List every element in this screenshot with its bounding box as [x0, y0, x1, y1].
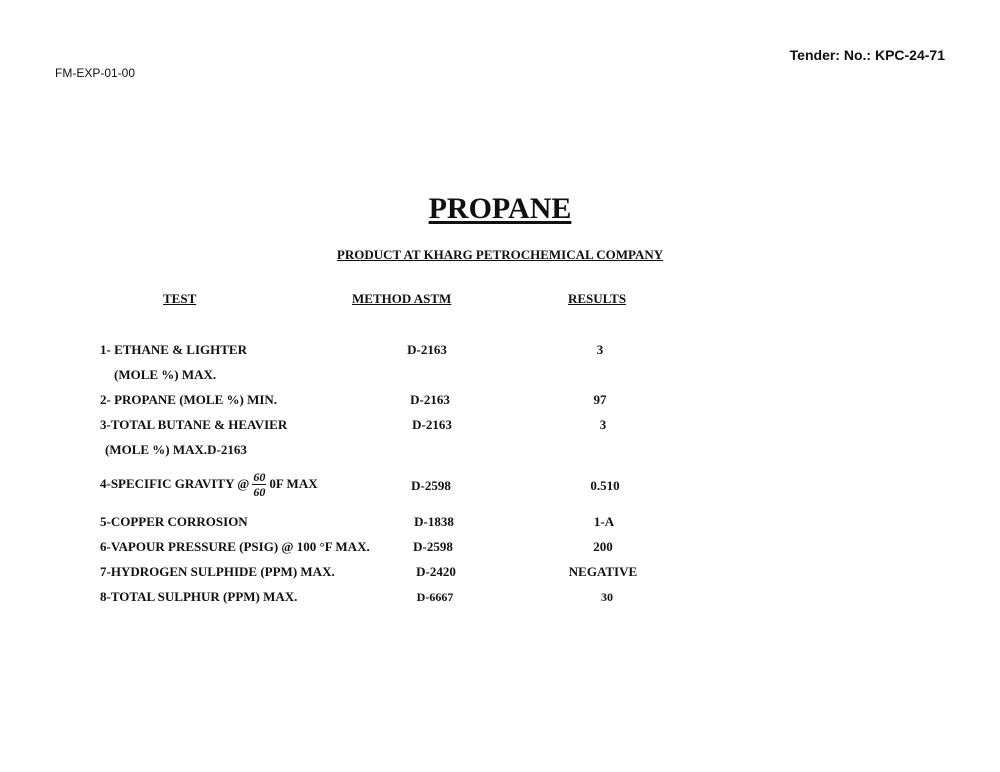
column-header-test: TEST: [163, 291, 197, 306]
method-value: D-2163: [407, 342, 447, 357]
method-value: D-2163: [410, 392, 450, 407]
page-title: PROPANE: [428, 192, 572, 225]
method-value: D-2420: [416, 564, 456, 579]
fraction-denominator: 60: [253, 484, 266, 499]
method-value: D-6667: [416, 590, 454, 604]
method-value: D-2598: [413, 539, 453, 554]
result-value: 3: [596, 342, 604, 357]
test-label: 5-COPPER CORROSION: [100, 514, 248, 529]
test-label: 2- PROPANE (MOLE %) MIN.: [100, 392, 278, 407]
method-value: D-1838: [414, 514, 454, 529]
test-label-specific-gravity: [100, 466, 318, 502]
test-label: 8-TOTAL SULPHUR (PPM) MAX.: [100, 589, 298, 604]
result-value: 30: [601, 590, 613, 604]
test-label-continuation: (MOLE %) MAX.D-2163: [105, 442, 247, 457]
page-subtitle: PRODUCT AT KHARG PETROCHEMICAL COMPANY: [336, 247, 664, 262]
test-label-continuation: (MOLE %) MAX.: [114, 367, 217, 382]
result-value: 1-A: [593, 514, 615, 529]
form-code: FM-EXP-01-00: [55, 66, 136, 80]
test-label: 4-SPECIFIC GRAVITY @: [100, 476, 250, 491]
column-header-method: METHOD ASTM: [352, 291, 452, 306]
test-label: 1- ETHANE & LIGHTER: [100, 342, 247, 357]
result-value: NEGATIVE: [568, 564, 638, 579]
test-label: 3-TOTAL BUTANE & HEAVIER: [100, 417, 288, 432]
result-value: 97: [593, 392, 607, 407]
fraction-60-60: [252, 470, 266, 499]
result-value: 0.510: [590, 478, 620, 493]
test-label: 7-HYDROGEN SULPHIDE (PPM) MAX.: [100, 564, 335, 579]
method-value: D-2163: [412, 417, 452, 432]
result-value: 200: [593, 539, 613, 554]
method-value: D-2598: [411, 478, 451, 493]
result-value: 3: [599, 417, 607, 432]
column-header-results: RESULTS: [568, 291, 627, 306]
test-label: 6-VAPOUR PRESSURE (PSIG) @ 100 °F MAX.: [100, 539, 370, 554]
tender-number: Tender: No.: KPC-24-71: [789, 47, 945, 63]
fraction-numerator: 60: [253, 469, 266, 484]
test-label-suffix: 0F MAX: [269, 476, 318, 491]
